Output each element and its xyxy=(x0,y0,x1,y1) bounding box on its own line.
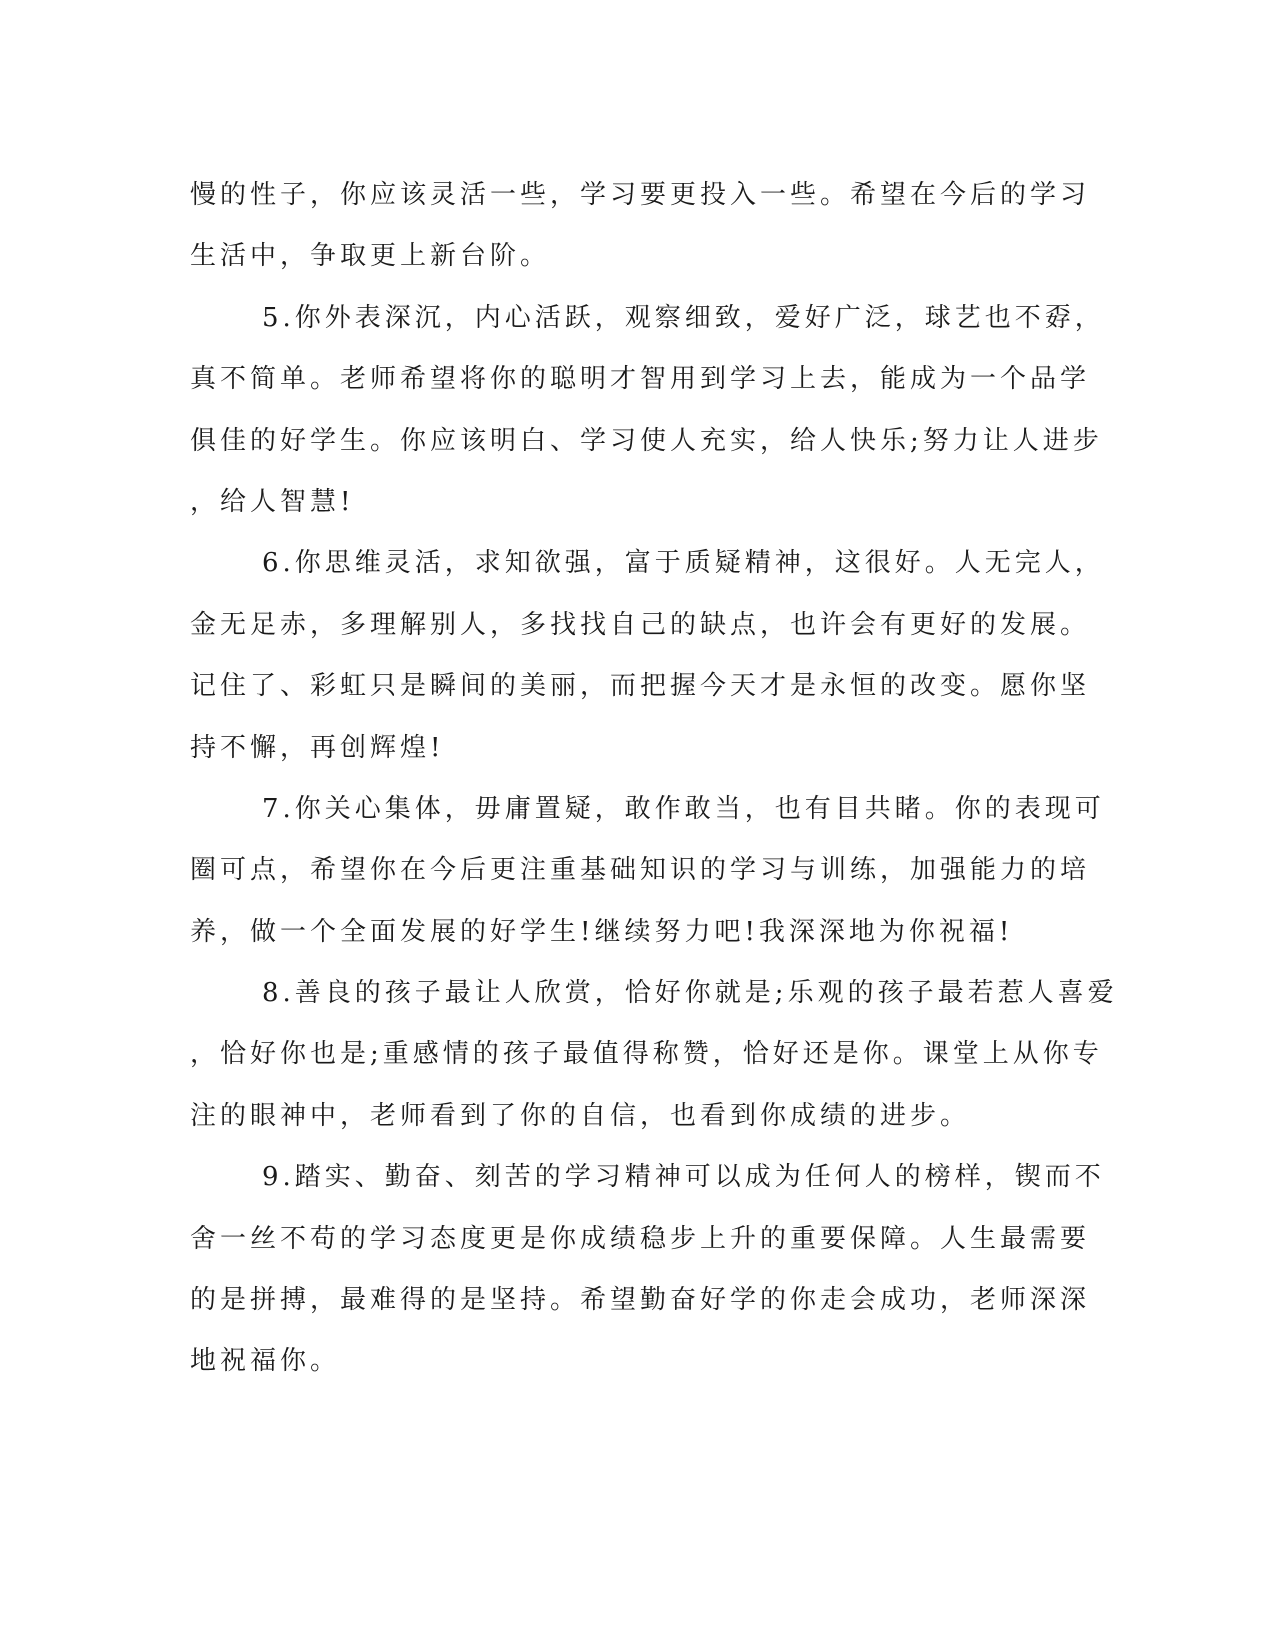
text-line: 的是拼搏，最难得的是坚持。希望勤奋好学的你走会成功，老师深深 xyxy=(190,1285,1091,1316)
text-line: 俱佳的好学生。你应该明白、学习使人充实，给人快乐;努力让人进步 xyxy=(190,425,1103,456)
paragraph-8-start: 8.善良的孩子最让人欣赏，恰好你就是;乐观的孩子最若惹人喜爱 xyxy=(262,978,1118,1009)
text-line: 记住了、彩虹只是瞬间的美丽，而把握今天才是永恒的改变。愿你坚 xyxy=(190,671,1091,702)
text-line: 注的眼神中，老师看到了你的自信，也看到你成绩的进步。 xyxy=(190,1100,971,1131)
text-line: 金无足赤，多理解别人，多找找自己的缺点，也许会有更好的发展。 xyxy=(190,609,1091,640)
paragraph-9-start: 9.踏实、勤奋、刻苦的学习精神可以成为任何人的榜样，锲而不 xyxy=(262,1162,1105,1193)
text-line: 持不懈，再创辉煌! xyxy=(190,732,445,763)
text-line: ，恰好你也是;重感情的孩子最值得称赞，恰好还是你。课堂上从你专 xyxy=(190,1039,1103,1070)
text-line: 养，做一个全面发展的好学生!继续努力吧!我深深地为你祝福! xyxy=(190,916,1014,947)
paragraph-5-start: 5.你外表深沉，内心活跃，观察细致，爱好广泛，球艺也不孬， xyxy=(262,302,1105,333)
text-line: 舍一丝不苟的学习态度更是你成绩稳步上升的重要保障。人生最需要 xyxy=(190,1223,1091,1254)
text-line: 圈可点，希望你在今后更注重基础知识的学习与训练，加强能力的培 xyxy=(190,855,1091,886)
paragraph-7-start: 7.你关心集体，毋庸置疑，敢作敢当，也有目共睹。你的表现可 xyxy=(262,793,1105,824)
text-line: 真不简单。老师希望将你的聪明才智用到学习上去，能成为一个品学 xyxy=(190,364,1091,395)
document-body xyxy=(190,165,1118,1393)
text-line: 慢的性子，你应该灵活一些，学习要更投入一些。希望在今后的学习 xyxy=(190,180,1091,210)
text-line: 地祝福你。 xyxy=(190,1346,341,1377)
text-line: ，给人智慧! xyxy=(190,486,355,517)
text-line: 生活中，争取更上新台阶。 xyxy=(190,241,551,272)
paragraph-6-start: 6.你思维灵活，求知欲强，富于质疑精神，这很好。人无完人， xyxy=(262,548,1105,579)
